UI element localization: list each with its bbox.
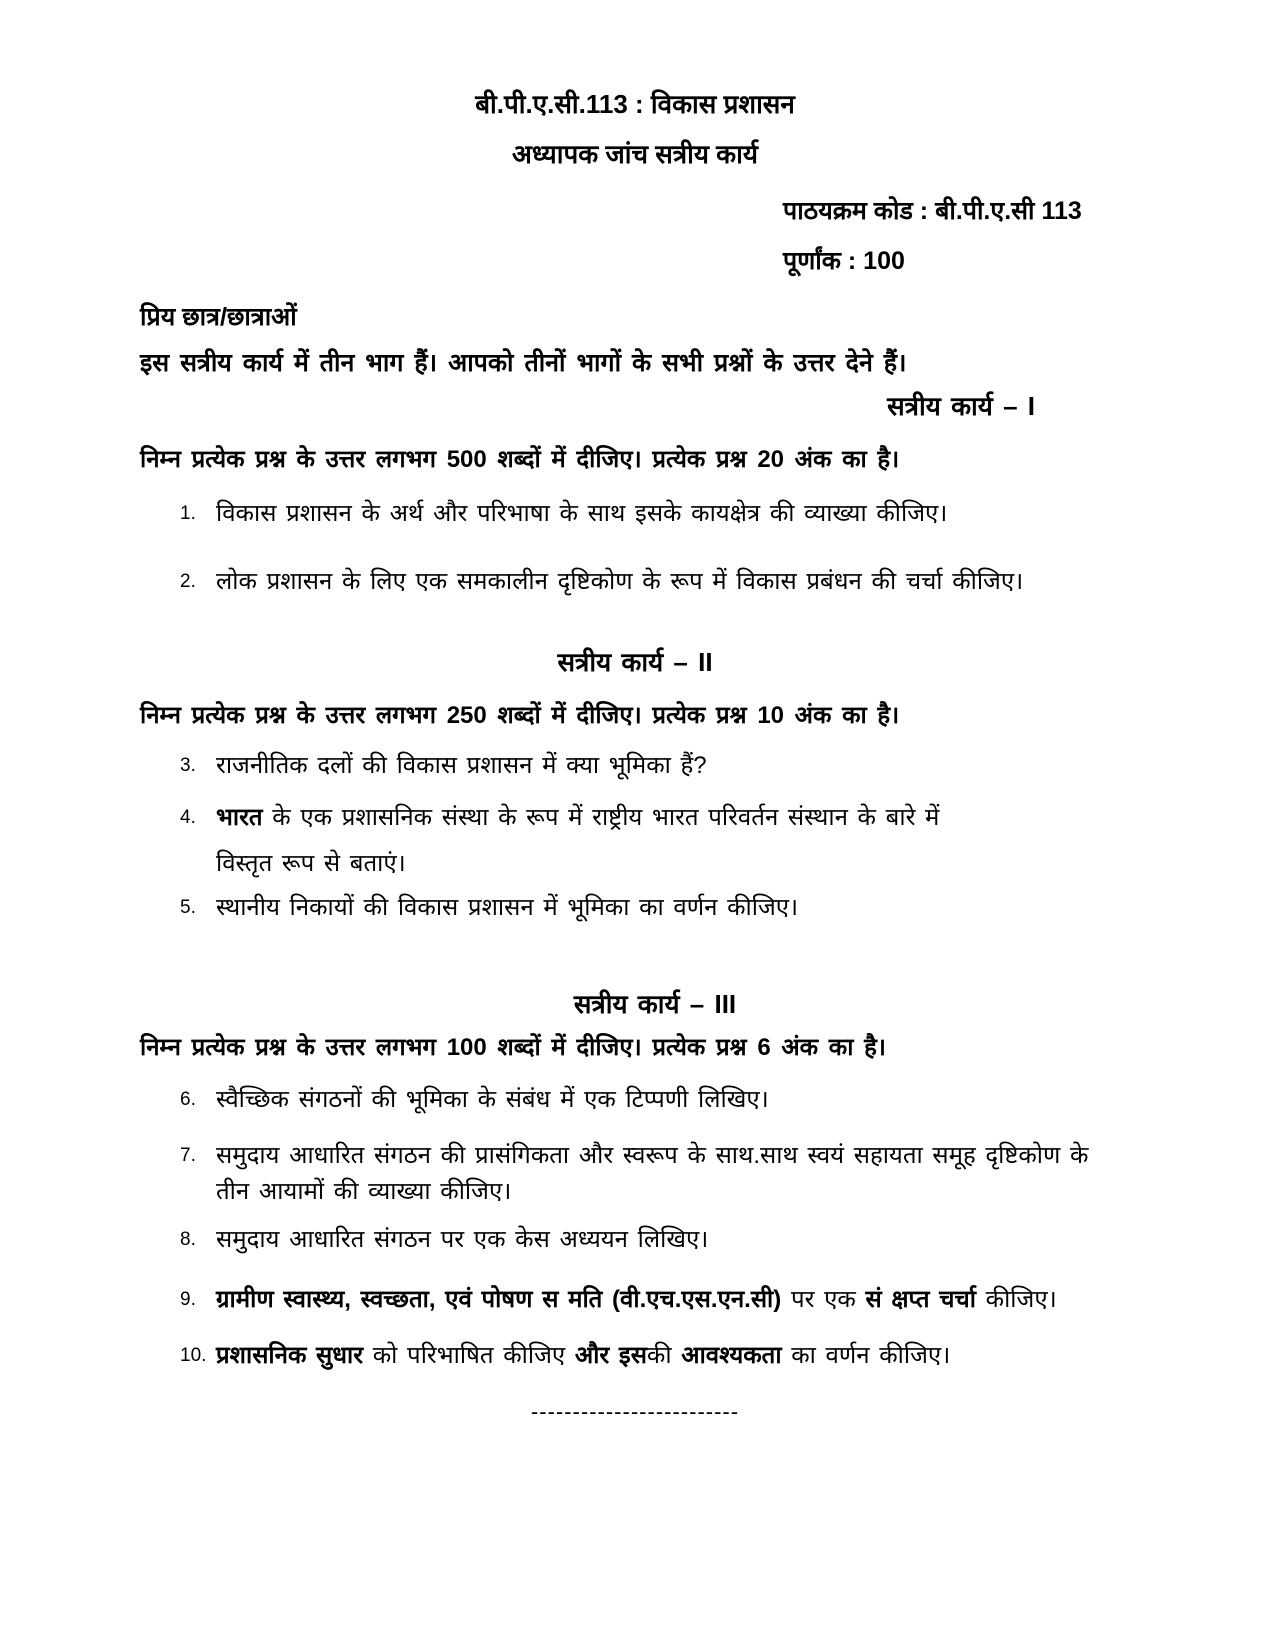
question-10-regular-segment-1: को परिभाषित कीजिए <box>363 1342 575 1369</box>
question-6-text: स्वैच्छिक संगठनों की भूमिका के संबंध में एक टिप्पणी लिखिए। <box>216 1086 769 1113</box>
question-9 <box>140 1284 1130 1316</box>
question-7-text-line2: तीन आयामों की व्याख्या कीजिए। <box>216 1178 512 1205</box>
question-2-text: लोक प्रशासन के लिए एक समकालीन दृष्टिकोण के रूप में विकास प्रबंधन की चर्चा कीजिए। <box>216 568 1024 595</box>
question-9-bold-segment-2: सं क्षप्त चर्चा <box>865 1286 976 1313</box>
question-6 <box>140 1084 1130 1116</box>
question-2-body <box>216 566 1130 598</box>
question-5-number: 5. <box>180 897 196 918</box>
question-3-body <box>216 750 1130 782</box>
page-title: बी.पी.ए.सी.113 : विकास प्रशासन <box>475 89 795 119</box>
question-2-number: 2. <box>180 571 196 592</box>
question-7 <box>140 1140 1130 1208</box>
section-3-heading: सत्रीय कार्य – III <box>573 989 737 1019</box>
question-1 <box>140 498 1130 530</box>
course-meta <box>783 186 1130 286</box>
course-code: पाठयक्रम कोड : बी.पी.ए.सी 113 <box>783 197 1082 225</box>
question-1-text: विकास प्रशासन के अर्थ और परिभाषा के साथ इसके कायक्षेत्र की व्याख्या कीजिए। <box>216 500 948 527</box>
question-7-body <box>216 1140 1130 1208</box>
question-4-body <box>216 802 1130 880</box>
question-4-text <box>216 802 1130 834</box>
question-9-text <box>216 1284 1130 1316</box>
question-5 <box>140 892 1130 924</box>
section-1-instruction: निम्न प्रत्येक प्रश्न के उत्तर लगभग 500 शब्दों में दीजिए। प्रत्येक प्रश्न 20 अंक का है। <box>140 446 900 473</box>
question-7-number: 7. <box>180 1145 196 1166</box>
section-1-heading: सत्रीय कार्य – I <box>887 391 1035 421</box>
question-3-number: 3. <box>180 755 196 776</box>
question-7-text: समुदाय आधारित संगठन की प्रासंगिकता और स्वरूप के साथ.साथ स्वयं सहायता समूह दृष्टिकोण के <box>216 1142 1089 1169</box>
question-1-body <box>216 498 1130 530</box>
question-10-bold-segment-2: और इस <box>574 1342 647 1369</box>
footer-divider: ------------------------- <box>530 1399 740 1424</box>
question-9-regular-segment-1: पर एक <box>781 1286 866 1313</box>
question-4-number: 4. <box>180 807 196 828</box>
question-4-bold-segment: भारत <box>216 804 263 831</box>
max-marks: पूर्णांक : 100 <box>783 247 905 275</box>
question-10-bold-segment-1: प्रशासनिक सुधार <box>216 1342 364 1369</box>
question-10 <box>140 1340 1130 1372</box>
question-4 <box>140 802 1130 880</box>
question-4-regular-segment: के एक प्रशासनिक संस्था के रूप में राष्ट्रीय भारत परिवर्तन संस्थान के बारे में <box>262 804 940 831</box>
question-10-number: 10. <box>180 1345 207 1366</box>
question-9-number: 9. <box>180 1289 196 1310</box>
question-4-text-line2: विस्तृत रूप से बताएं। <box>216 850 406 877</box>
greeting-line: प्रिय छात्र/छात्राओं <box>140 303 297 331</box>
question-1-number: 1. <box>180 503 196 524</box>
question-8-text: समुदाय आधारित संगठन पर एक केस अध्ययन लिखिए। <box>216 1226 709 1253</box>
question-5-text: स्थानीय निकायों की विकास प्रशासन में भूमिका का वर्णन कीजिए। <box>216 894 799 921</box>
question-8-number: 8. <box>180 1229 196 1250</box>
section-2-instruction: निम्न प्रत्येक प्रश्न के उत्तर लगभग 250 शब्दों में दीजिए। प्रत्येक प्रश्न 10 अंक का है। <box>140 702 900 729</box>
question-5-body <box>216 892 1130 924</box>
question-2 <box>140 566 1130 598</box>
question-10-text <box>216 1340 1130 1372</box>
question-3 <box>140 750 1130 782</box>
question-10-regular-segment-2: की <box>646 1342 682 1369</box>
question-6-body <box>216 1084 1130 1116</box>
question-10-regular-segment-3: का वर्णन कीजिए। <box>781 1342 951 1369</box>
question-10-bold-segment-3: आवश्यकता <box>681 1342 782 1369</box>
section-3-instruction: निम्न प्रत्येक प्रश्न के उत्तर लगभग 100 शब्दों में दीजिए। प्रत्येक प्रश्न 6 अंक का है। <box>140 1034 886 1061</box>
section-2-heading: सत्रीय कार्य – II <box>557 647 713 677</box>
question-9-body <box>216 1284 1130 1316</box>
question-9-regular-segment-2: कीजिए। <box>975 1286 1057 1313</box>
question-9-bold-segment-1: ग्रामीण स्वास्थ्य, स्वच्छता, एवं पोषण स मति (वी.एच.एस.एन.सी) <box>216 1286 782 1313</box>
question-8-body <box>216 1224 1130 1256</box>
question-10-body <box>216 1340 1130 1372</box>
question-8 <box>140 1224 1130 1256</box>
question-3-text: राजनीतिक दलों की विकास प्रशासन में क्या भूमिका हैं? <box>216 752 707 779</box>
page-subtitle: अध्यापक जांच सत्रीय कार्य <box>512 139 758 169</box>
question-6-number: 6. <box>180 1089 196 1110</box>
intro-note: इस सत्रीय कार्य में तीन भाग हैं। आपको तीनों भागों के सभी प्रश्नों के उत्तर देने हैं। <box>140 349 907 377</box>
